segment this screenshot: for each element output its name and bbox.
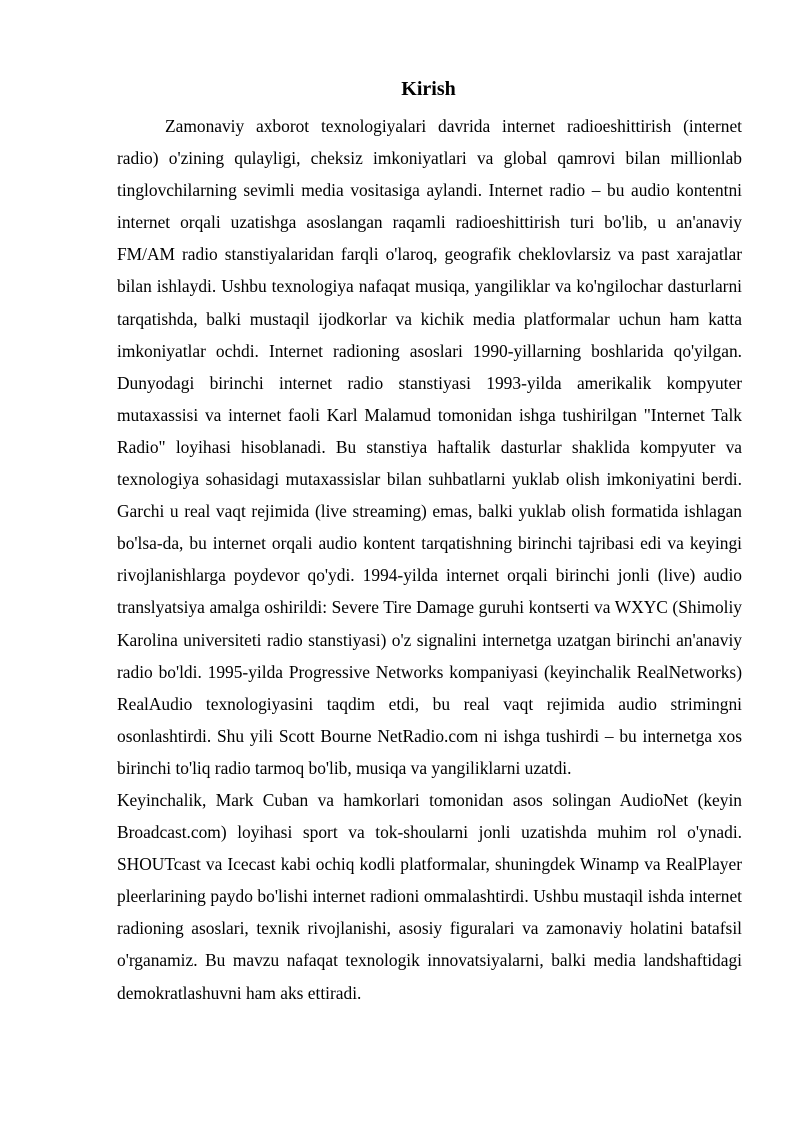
paragraph-1: Zamonaviy axborot texnologiyalari davrida internet radioeshittirish (internet radio) o'zining qulayligi, cheksiz imkoniyatlari va global qamrovi bilan millionlab tinglovchilarning sevimli media vositasiga aylandi. Internet radio – bu audio kontentni internet orqali uzatishga asoslangan raqamli radioeshittirish turi bo'lib, u an'anaviy FM/AM radio stanstiyalaridan farqli o'laroq, geografik cheklovlarsiz va past xarajatlar bilan ishlaydi. Ushbu texnologiya nafaqat musiqa, yangiliklar va ko'ngilochar dasturlarni tarqatishda, balki mustaqil ijodkorlar va kichik media platformalar uchun ham katta imkoniyatlar ochdi. Internet radioning asoslari 1990-yillarning boshlarida qo'yilgan. Dunyodagi birinchi internet radio stanstiyasi 1993-yilda amerikalik kompyuter mutaxassisi va internet faoli Karl Malamud tomonidan ishga tushirilgan "Internet Talk Radio" loyihasi hisoblanadi. Bu stanstiya haftalik dasturlar shaklida kompyuter va texnologiya sohasidagi mutaxassislar bilan suhbatlarni yuklab olish imkoniyatini berdi. Garchi u real vaqt rejimida (live streaming) emas, balki yuklab olish formatida ishlagan bo'lsa-da, bu internet orqali audio kontent tarqatishning birinchi tajribasi edi va keyingi rivojlanishlarga poydevor qo'ydi. 1994-yilda internet orqali birinchi jonli (live) audio translyatsiya amalga oshirildi: Severe Tire Damage guruhi kontserti va WXYC (Shimoliy Karolina universiteti radio stanstiyasi) o'z signalini internetga uzatgan birinchi an'anaviy radio bo'ldi. 1995-yilda Progressive Networks kompaniyasi (keyinchalik RealNetworks) RealAudio texnologiyasini taqdim etdi, bu real vaqt rejimida audio strimingni osonlashtirdi. Shu yili Scott Bourne NetRadio.com ni ishga tushirdi – bu internetga xos birinchi to'liq radio tarmoq bo'lib, musiqa va yangiliklarni uzatdi. [117,116,742,778]
paragraph-2: Keyinchalik, Mark Cuban va hamkorlari tomonidan asos solingan AudioNet (keyin Broadcast.com) loyihasi sport va tok-shoularni jonli uzatishda muhim rol o'ynadi. SHOUTcast va Icecast kabi ochiq kodli platformalar, shuningdek Winamp va RealPlayer pleerlarining paydo bo'lishi internet radioni ommalashtirdi. Ushbu mustaqil ishda internet radioning asoslari, texnik rivojlanishi, asosiy figuralari va zamonaviy holatini batafsil o'rganamiz. Bu mavzu nafaqat texnologik innovatsiyalarni, balki media landshaftidagi demokratlashuvni ham aks ettiradi. [117,789,742,1003]
page-title: Kirish [401,78,456,100]
document-body [117,110,742,1009]
